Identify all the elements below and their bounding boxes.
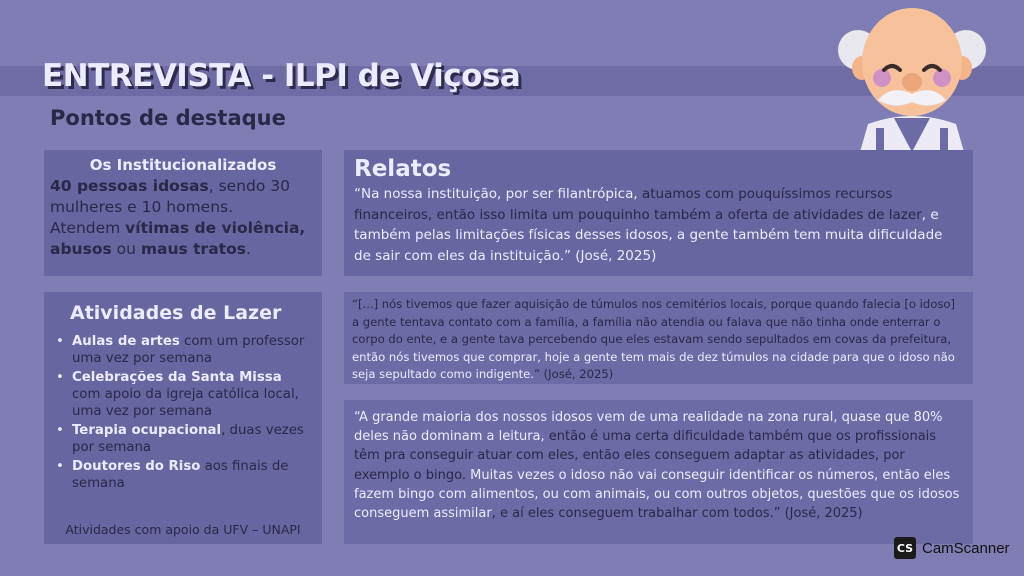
- list-item: [52, 369, 314, 420]
- lazer-heading: Atividades de Lazer: [70, 302, 282, 324]
- quote-1-part-b: atuamos com pouquíssimos recursos financeiros, então isso limita um pouquinho também a oferta de atividades de lazer: [354, 186, 922, 223]
- relatos-card-3: [344, 400, 973, 544]
- inst-attend-end: .: [245, 240, 251, 258]
- quote-2-part-a: “[...] nós tivemos que fazer aquisição de túmulos nos cemitérios locais, porque quando falecia [o idoso] a gente tentava contato com a família, a família não atendia ou falava que não tinha onde enterrar o corpo do ente, e a gente tava percebendo que eles estavam sendo sepultados em covas da prefeitura,: [352, 297, 956, 347]
- lazer-item-desc: com um professor uma vez por semana: [72, 334, 305, 366]
- quote-2-part-c: ” (José, 2025): [533, 367, 614, 382]
- list-item: [52, 333, 314, 367]
- elderly-man-icon: [832, 0, 992, 152]
- lazer-item-desc: com apoio da igreja católica local, uma vez por semana: [72, 387, 299, 419]
- quote-2: [352, 296, 965, 384]
- inst-attend-mid: ou: [111, 240, 141, 258]
- relatos-card-1: [344, 150, 973, 276]
- lazer-item-desc: aos finais de semana: [72, 459, 289, 491]
- page-subtitle: Pontos de destaque: [50, 106, 286, 130]
- quote-1-part-c: , e também pelas limitações físicas desses idosos, a gente também tem muita dificuldade de sair com eles da instituição.” (José, 2025): [354, 206, 943, 264]
- list-item: [52, 458, 314, 492]
- relatos-card-2: [344, 292, 973, 384]
- relatos-heading: Relatos: [354, 156, 452, 182]
- lazer-item-title: Aulas de artes: [72, 334, 180, 349]
- camscanner-text: CamScanner: [922, 539, 1010, 557]
- lazer-list: [52, 333, 314, 492]
- quote-3-part-b: então é uma certa dificuldade também que os profissionais têm pra conseguir atuar com eles, então eles conseguem adaptar as atividades, por exemplo o bingo.: [354, 429, 937, 483]
- quote-1-part-a: “Na nossa instituição, por ser filantrópica,: [354, 186, 642, 202]
- page-title: ENTREVISTA - ILPI de Viçosa: [42, 58, 521, 94]
- inst-attend-bold1: vítimas de violência, abusos: [50, 219, 306, 258]
- quote-1: [354, 184, 963, 266]
- lazer-item-desc: , duas vezes por semana: [72, 423, 304, 455]
- lazer-item-title: Terapia ocupacional: [72, 423, 222, 438]
- quote-3-part-c: Muitas vezes o idoso não vai conseguir identificar os números, então eles fazem bingo com alimentos, ou com animais, ou com outros objetos, questões que os idosos conseguem assimilar: [354, 467, 960, 522]
- camscanner-logo-icon: CS: [894, 537, 916, 559]
- quote-3-part-d: , e aí eles conseguem trabalhar com todos.” (José, 2025): [491, 506, 863, 522]
- institucionalizados-heading: Os Institucionalizados: [89, 156, 277, 174]
- inst-count-rest: , sendo 30 mulheres e 10 homens.: [50, 177, 290, 216]
- lazer-card: [44, 292, 322, 544]
- quote-3: [354, 408, 963, 523]
- quote-2-part-b: então nós tivemos que comprar, hoje a gente tem mais de dez túmulos na cidade para que o idoso não seja sepultado como indigente.: [352, 349, 955, 382]
- inst-attend-start: Atendem: [50, 219, 126, 237]
- lazer-item-title: Doutores do Riso: [72, 459, 201, 474]
- inst-count: 40 pessoas idosas: [50, 177, 209, 195]
- lazer-item-title: Celebrações da Santa Missa: [72, 370, 282, 385]
- camscanner-watermark: [894, 537, 1010, 559]
- lazer-footer: Atividades com apoio da UFV – UNAPI: [65, 522, 301, 537]
- institucionalizados-card: [44, 150, 322, 276]
- quote-3-part-a: “A grande maioria dos nossos idosos vem de uma realidade na zona rural, quase que 80% deles não dominam a leitura,: [354, 410, 943, 445]
- institucionalizados-text: [50, 176, 316, 260]
- list-item: [52, 422, 314, 456]
- inst-attend-bold2: maus tratos: [140, 240, 246, 258]
